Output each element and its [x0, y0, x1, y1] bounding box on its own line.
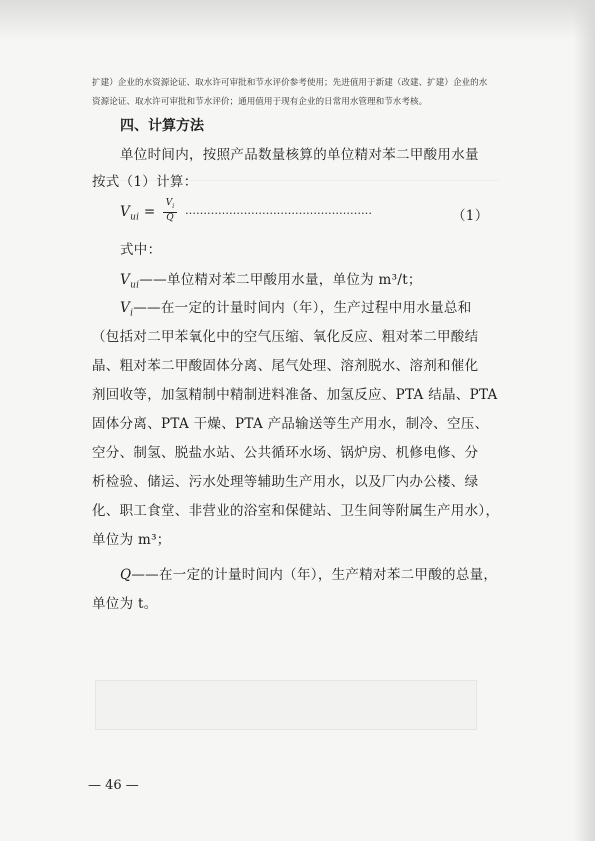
formula-lhs: V: [120, 204, 131, 220]
bleed-through: [120, 180, 500, 181]
intro-line-2: 资源论证、取水许可审批和节水评价；通用值用于现有企业的日常用水管理和节水考核。: [92, 97, 428, 107]
scan-shadow-top: [0, 0, 595, 40]
formula-leader-dots: ……………………………………………: [185, 204, 372, 217]
q-symbol: Q: [120, 567, 132, 583]
vi-text-line-2: （包括对二甲苯氧化中的空气压缩、氧化反应、粗对苯二甲酸结: [92, 329, 479, 345]
vui-subscript: ui: [130, 280, 140, 291]
vi-subscript: i: [130, 308, 134, 319]
intro-line-1: 扩建）企业的水资源论证、取水许可审批和节水评价参考使用；先进值用于新建（改建、扩建）企业的水: [92, 78, 488, 88]
scan-shadow-right: [573, 0, 595, 841]
formula-lhs-sub: ui: [130, 212, 140, 223]
formula-number: （1）: [452, 208, 489, 224]
page-number: — 46 —: [88, 778, 139, 793]
vi-text-line-8: 化、职工食堂、非营业的浴室和保健站、卫生间等附属生产用水），: [92, 503, 500, 519]
q-text-line-1: ——在一定的计量时间内（年），生产精对苯二甲酸的总量，: [131, 567, 498, 583]
q-text-line-2: 单位为 t。: [92, 596, 158, 612]
section-heading: 四、计算方法: [120, 118, 204, 134]
vi-text-line-9: 单位为 m³；: [92, 532, 171, 548]
para1-line-1: 单位时间内，按照产品数量核算的单位精对苯二甲酸用水量: [120, 147, 479, 163]
vui-symbol: V: [120, 272, 131, 288]
definition-q: [120, 563, 497, 583]
para1-line-2: 按式（1）计算：: [92, 174, 198, 190]
vi-symbol: V: [120, 300, 131, 316]
vui-text: ——单位精对苯二甲酸用水量，单位为 m³/t；: [139, 272, 422, 288]
vi-text-line-1: ——在一定的计量时间内（年），生产过程中用水量总和: [133, 300, 472, 316]
formula-denominator: Q: [166, 212, 174, 223]
vi-text-line-5: 固体分离、PTA 干燥、PTA 产品输送等生产用水，制冷、空压、: [92, 416, 489, 432]
vi-text-line-7: 析检验、储运、污水处理等辅助生产用水，以及厂内办公楼、绿: [92, 474, 479, 490]
formula-equals: =: [139, 204, 156, 220]
vi-text-line-6: 空分、制氢、脱盐水站、公共循环水场、锅炉房、机修电修、分: [92, 445, 479, 461]
formula: [120, 204, 156, 223]
bleed-through-table: [95, 680, 477, 730]
formula-fraction: [163, 198, 177, 224]
definition-vui: [120, 268, 422, 291]
formula-numerator: $V_i$: [163, 198, 177, 213]
vi-text-line-4: 剂回收等，加氢精制中精制进料准备、加氢反应、PTA 结晶、PTA: [92, 387, 498, 403]
definition-vi: [120, 296, 472, 319]
where-label: 式中：: [120, 242, 162, 258]
vi-text-line-3: 晶、粗对苯二甲酸固体分离、尾气处理、溶剂脱水、溶剂和催化: [92, 358, 479, 374]
